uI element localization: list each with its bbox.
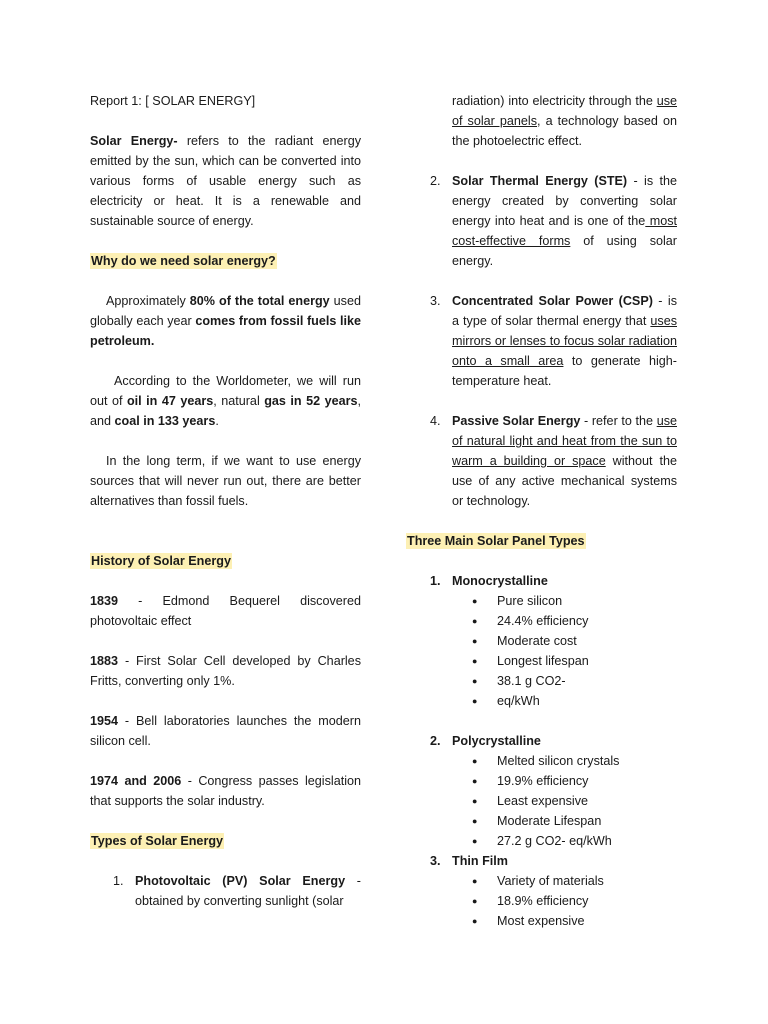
- p2-d: gas in 52 years: [264, 394, 358, 408]
- p2-e: , and: [90, 394, 361, 428]
- type-name: Solar Thermal Energy (STE): [452, 174, 628, 188]
- panel-type-3: [406, 851, 677, 871]
- list-item: ● 19.9% efficiency: [472, 771, 677, 791]
- history-year: 1974 and 2006: [90, 774, 182, 788]
- list-item: ● 27.2 g CO2- eq/kWh: [472, 831, 677, 851]
- underlined-phrase: most cost-effective forms: [452, 214, 677, 248]
- list-item: ● Longest lifespan: [472, 651, 677, 671]
- type-name: Passive Solar Energy: [452, 414, 581, 428]
- report-title: Report 1: [ SOLAR ENERGY]: [90, 94, 256, 108]
- type-name: Concentrated Solar Power (CSP): [452, 294, 653, 308]
- fossil-fuel-paragraph: [90, 291, 361, 351]
- underlined-phrase: uses mirrors or lenses to focus solar radiation onto a small area: [452, 314, 677, 368]
- history-year: 1839: [90, 594, 119, 608]
- underlined-phrase: use of natural light and heat from the sun to warm a building or space: [452, 414, 677, 468]
- history-heading: [90, 551, 361, 571]
- list-item: ● 24.4% efficiency: [472, 611, 677, 631]
- list-item: ● Variety of materials: [472, 871, 677, 891]
- panels-heading-text: Three Main Solar Panel Types: [407, 534, 585, 548]
- list-item: ● 38.1 g CO2-: [472, 671, 677, 691]
- type-item-3: [406, 291, 677, 391]
- panel-3-features: [406, 871, 677, 931]
- type-text: radiation) into electricity through the use of solar panels, a technology based on the photoelectric effect.: [452, 94, 677, 148]
- history-item: [90, 651, 361, 691]
- list-item: ● Moderate cost: [472, 631, 677, 651]
- list-item: ● eq/kWh: [472, 691, 677, 711]
- panel-number: 3.: [430, 854, 441, 868]
- list-item: ● Most expensive: [472, 911, 677, 931]
- history-heading-text: History of Solar Energy: [91, 554, 231, 568]
- right-column: [406, 91, 677, 931]
- p2-f: coal in 133 years: [114, 414, 216, 428]
- panel-1-features: [406, 591, 677, 711]
- type-item-2: [406, 171, 677, 271]
- underlined-phrase: use of solar panels: [452, 94, 677, 128]
- type-text: Concentrated Solar Power (CSP) - is a type of solar thermal energy that uses mirrors or lenses to focus solar radiation onto a small area to generate high-temperature heat.: [452, 294, 677, 388]
- history-text: - Congress passes legislation that supports the solar industry.: [90, 774, 361, 808]
- type-number: 1.: [113, 874, 124, 888]
- history-text: - Bell laboratories launches the modern silicon cell.: [90, 714, 361, 748]
- why-heading: [90, 251, 361, 271]
- p2-b: oil in 47 years: [126, 394, 214, 408]
- list-item: ● 18.9% efficiency: [472, 891, 677, 911]
- types-heading-text: Types of Solar Energy: [91, 834, 224, 848]
- type-number: 2.: [430, 174, 441, 188]
- type-text: Solar Thermal Energy (STE) - is the energy created by converting solar energy into heat and is one of the most cost-effective forms of using solar energy.: [452, 174, 678, 268]
- history-text: - First Solar Cell developed by Charles Fritts, converting only 1%.: [90, 654, 361, 688]
- list-item: ● Least expensive: [472, 791, 677, 811]
- p2-c: , natural: [213, 394, 265, 408]
- panel-number: 2.: [430, 734, 441, 748]
- list-item: ● Moderate Lifespan: [472, 811, 677, 831]
- panel-2-features: [406, 751, 677, 851]
- history-item: [90, 591, 361, 631]
- type-item-4: [406, 411, 677, 511]
- why-heading-text: Why do we need solar energy?: [91, 254, 276, 268]
- intro-text: refers to the radiant energy emitted by the sun, which can be converted into various forms of usable energy such as electricity or heat. It is a renewable and sustainable source of energy.: [90, 134, 361, 228]
- type-number: 4.: [430, 414, 441, 428]
- p1-d: comes from fossil fuels like petroleum.: [90, 314, 361, 348]
- p1-b: 80% of the total energy: [189, 294, 330, 308]
- type-item-1: [90, 871, 361, 911]
- type-number: 3.: [430, 294, 441, 308]
- type-text: Passive Solar Energy - refer to the use of natural light and heat from the sun to warm a building or space without the use of any active mechanical systems or technology.: [452, 414, 677, 508]
- intro-paragraph: [90, 131, 361, 231]
- long-term-paragraph: In the long term, if we want to use energy sources that will never run out, there are better alternatives than fossil fuels.: [90, 454, 361, 508]
- panel-name: Thin Film: [452, 854, 508, 868]
- panel-name: Polycrystalline: [452, 734, 541, 748]
- p2-a: According to the Worldometer, we will run out of: [90, 374, 361, 408]
- left-column: [90, 91, 361, 911]
- type-item-1-continued: [406, 91, 677, 151]
- panel-name: Monocrystalline: [452, 574, 548, 588]
- panel-type-1: [406, 571, 677, 591]
- list-item: ● Pure silicon: [472, 591, 677, 611]
- history-text: - Edmond Bequerel discovered photovoltaic effect: [90, 594, 361, 628]
- panel-number: 1.: [430, 574, 441, 588]
- history-item: [90, 711, 361, 751]
- p1-a: Approximately: [106, 294, 190, 308]
- intro-term: Solar Energy-: [90, 134, 178, 148]
- panels-heading: [406, 531, 677, 551]
- p1-c: used globally each year: [90, 294, 361, 328]
- type-desc: - obtained by converting sunlight (solar: [135, 874, 361, 908]
- type-text: [135, 871, 361, 911]
- history-year: 1883: [90, 654, 119, 668]
- types-heading: [90, 831, 361, 851]
- p2-g: .: [215, 414, 219, 428]
- type-name: Photovoltaic (PV) Solar Energy: [135, 874, 346, 888]
- history-item: [90, 771, 361, 811]
- worldometer-paragraph: [90, 371, 361, 431]
- panel-type-2: [406, 731, 677, 751]
- history-year: 1954: [90, 714, 119, 728]
- list-item: ● Melted silicon crystals: [472, 751, 677, 771]
